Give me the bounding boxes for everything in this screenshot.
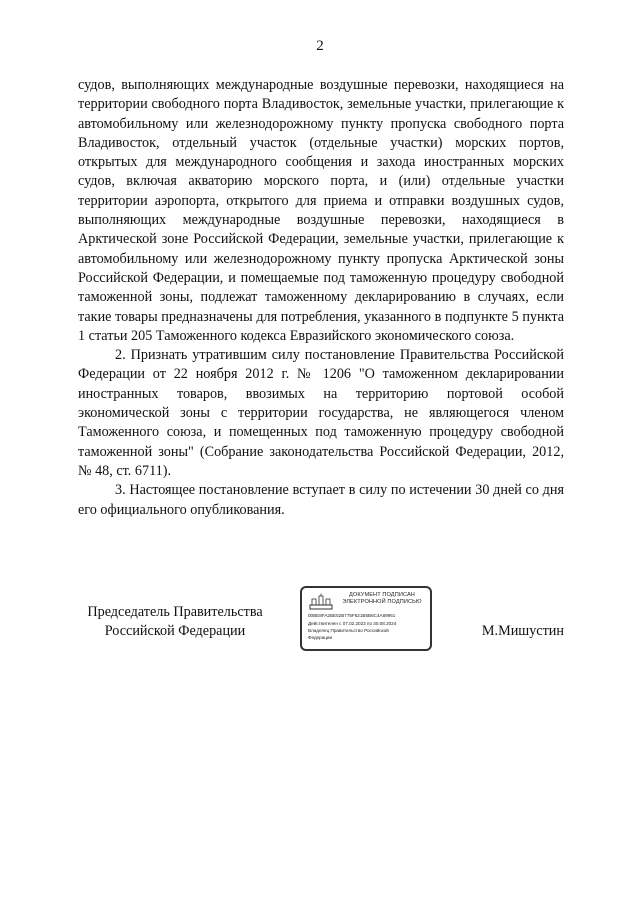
stamp-title [336,592,428,606]
stamp-title-line-2: ЭЛЕКТРОННОЙ ПОДПИСЬЮ [342,599,422,605]
stamp-title-line-1: ДОКУМЕНТ ПОДПИСАН [349,592,415,598]
paragraph-item-3: 3. Настоящее постановление вступает в силу по истечении 30 дней со дня его официального опубликования. [78,482,564,518]
signatory-position-line-2: Российской Федерации [104,623,246,640]
signatory-position-line-1: Председатель Правительства [87,604,263,620]
paragraph-continuation: судов, выполняющих международные воздушные перевозки, находящиеся на территории свободного порта Владивосток, земельные участки, прилегающие к автомобильному или железнодорожному пункту пропуска свободного порта Владивосток, отдельный участок (отдельные участки) морских портов, открытых для международного сообщения и захода иностранных морских судов, включая акваторию морского порта, и (или) отдельные участки территории аэропорта, открытого для приема и отправки воздушных судов, выполняющих международные воздушные перевозки, находящиеся в Арктической зоне Российской Федерации, земельные участки, прилегающие к автомобильному или железнодорожному пункту пропуска Арктической зоны Российской Федерации, и помещаемые под таможенную процедуру свободной таможенной зоны, подлежат таможенному декларированию в случаях, если такие товары предназначены для потребления, указанного в подпункте 5 пункта 1 статьи 205 Таможенного кодекса Евразийского экономического союза. [78,77,564,344]
stamp-owner-line-2: Федерации [308,635,333,640]
page-number: 2 [316,38,324,54]
paragraph-item-2: 2. Признать утратившим силу постановление Правительства Российской Федерации от 22 ноября 2012 г. № 1206 "О таможенном декларировании иностранных товаров, ввозимых на территорию портовой особой экономической зоны с территории государства, не являющегося членом Таможенного союза, и помещенных под таможенную процедуру свободной таможенной зоны" (Собрание законодательства Российской Федерации, 2012, № 48, ст. 6711). [78,347,564,479]
emblem-icon [308,593,334,611]
document-body [78,76,564,520]
signatory-name: М.Мишустин [481,623,564,639]
stamp-certificate: 00BE8FA2BE52B775F621B5B6C4A89961 [308,613,396,618]
electronic-signature-stamp [300,586,432,651]
signatory-position [80,603,270,642]
stamp-owner-line-1: Владелец Правительство Российской [308,628,389,633]
stamp-validity: Действителен с 07.02.2023 по 30.08.2024 [308,621,397,626]
